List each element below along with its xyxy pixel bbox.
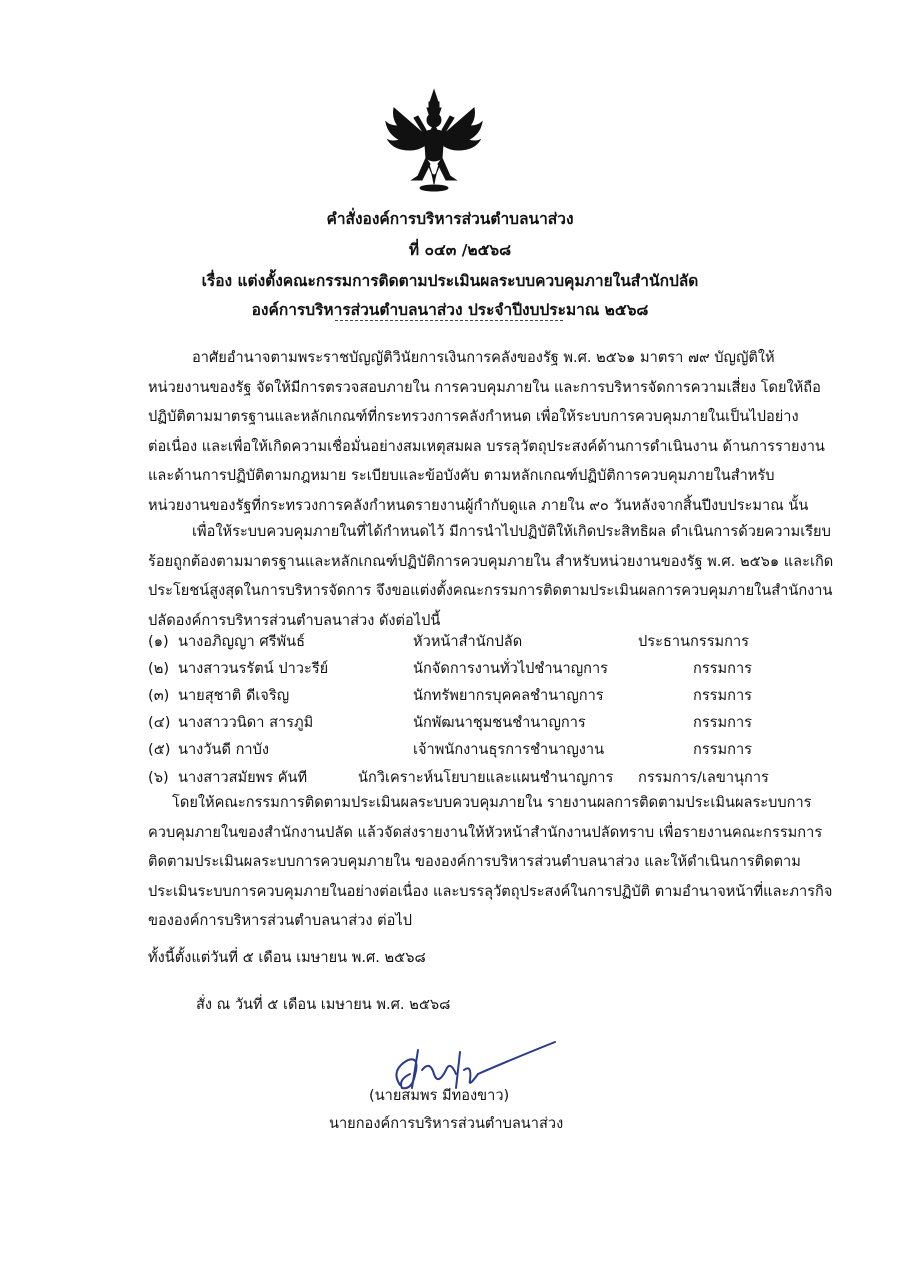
ordered-date: สั่ง ณ วันที่ ๕ เดือน เมษายน พ.ศ. ๒๕๖๘ [196,996,451,1013]
paragraph-line: ควบคุมภายในของสำนักงานปลัด แล้วจัดส่งรายงานให้หัวหน้าสำนักงานปลัดทราบ เพื่อรายงานคณะกรรมการ [148,823,823,841]
member-role: กรรมการ [693,714,753,731]
paragraph-authority [148,343,825,521]
member-position: นักวิเคราะห์นโยบายและแผนชำนาญการ [358,769,614,786]
member-number: (๓) [148,687,170,704]
paragraph-line: อาศัยอำนาจตามพระราชบัญญัติวินัยการเงินการคลังของรัฐ พ.ศ. ๒๕๖๑ มาตรา ๗๙ บัญญัติให้ [192,349,775,366]
member-name: นางวันดี กาบัง [178,741,270,758]
member-name: นางสาวนรรัตน์ ปาวะรีย์ [178,660,329,677]
paragraph-line: ประโยชน์สูงสุดในการบริหารจัดการ จึงขอแต่งตั้งคณะกรรมการติดตามประเมินผลการควบคุมภายในสำนักงาน [148,582,833,600]
paragraph-line: หน่วยงานของรัฐ จัดให้มีการตรวจสอบภายใน การควบคุมภายใน และการบริหารจัดการความเสี่ยง โดยให้ถือ [148,378,821,396]
order-subject-line2: องค์การบริหารส่วนตำบลนาส่วง ประจำปีงบประมาณ ๒๕๖๘ [251,301,649,319]
committee-member [148,657,798,683]
member-name: นางสาวสมัยพร คันที [178,769,308,786]
order-subject-line1: เรื่อง แต่งตั้งคณะกรรมการติดตามประเมินผลระบบควบคุมภายในสำนักปลัด [201,272,699,290]
member-role: ประธานกรรมการ [638,633,750,650]
member-position: นักจัดการงานทั่วไปชำนาญการ [413,660,608,677]
member-position: เจ้าพนักงานธุรการชำนาญงาน [413,741,605,758]
paragraph-line: เพื่อให้ระบบควบคุมภายในที่ได้กำหนดไว้ มีการนำไปปฏิบัติให้เกิดประสิทธิผล ดำเนินการด้วยความเรียบ [192,523,831,540]
paragraph-duties [148,788,833,936]
signer-title: นายกองค์การบริหารส่วนตำบลนาส่วง [329,1115,564,1132]
member-name: นายสุชาติ ดีเจริญ [178,687,290,704]
member-number: (๒) [148,660,170,677]
member-position: นักพัฒนาชุมชนชำนาญการ [413,714,586,731]
member-role: กรรมการ [693,687,753,704]
committee-member [148,711,798,737]
member-role: กรรมการ [693,741,753,758]
paragraph-line: ติดตามประเมินผลระบบการควบคุมภายใน ขององค์การบริหารส่วนตำบลนาส่วง และให้ดำเนินการติดตาม [148,853,801,871]
paragraph-line: หน่วยงานของรัฐที่กระทรวงการคลังกำหนดรายงานผู้กำกับดูแล ภายใน ๙๐ วันหลังจากสิ้นปีงบประมาณ นั้น [148,496,809,514]
effective-date: ทั้งนี้ตั้งแต่วันที่ ๕ เดือน เมษายน พ.ศ. ๒๕๖๘ [148,949,426,966]
committee-member [148,684,798,710]
garuda-emblem-icon [380,88,488,196]
member-role: กรรมการ [693,660,753,677]
member-name: นางอภิญญา ศรีพันธ์ [178,633,305,650]
signer-name: (นายสมพร มีทองขาว) [369,1087,510,1104]
paragraph-line: และด้านการปฏิบัติตามกฎหมาย ระเบียบและข้อบังคับ ตามหลักเกณฑ์ปฏิบัติการควบคุมภายในสำหรับ [148,467,775,485]
member-number: (๔) [148,714,171,731]
committee-member [148,738,798,764]
paragraph-line: โดยให้คณะกรรมการติดตามประเมินผลระบบควบคุมภายใน รายงานผลการติดตามประเมินผลระบบการ [172,794,812,811]
member-number: (๕) [148,741,171,758]
order-title: คำสั่งองค์การบริหารส่วนตำบลนาส่วง [326,210,574,228]
paragraph-purpose [148,517,834,635]
order-number: ที่ ๐๔๓ /๒๕๖๘ [408,241,512,259]
member-position: หัวหน้าสำนักปลัด [413,633,523,650]
paragraph-line: ปลัดองค์การบริหารส่วนตำบลนาส่วง ดังต่อไปนี้ [148,611,441,629]
member-role: กรรมการ/เลขานุการ [638,769,769,786]
paragraph-line: ต่อเนื่อง และเพื่อให้เกิดความเชื่อมั่นอย่างสมเหตุสมผล บรรลุวัตถุประสงค์ด้านการดำเนินงาน ด้านการรายงาน [148,437,825,455]
paragraph-line: ประเมินระบบการควบคุมภายในอย่างต่อเนื่อง และบรรลุวัตถุประสงค์ในการปฏิบัติ ตามอำนาจหน้าที่และภารกิจ [148,882,833,900]
paragraph-line: ขององค์การบริหารส่วนตำบลนาส่วง ต่อไป [148,912,412,930]
paragraph-line: ร้อยถูกต้องตามมาตรฐานและหลักเกณฑ์ปฏิบัติการควบคุมภายใน สำหรับหน่วยงานของรัฐ พ.ศ. ๒๕๖๑ และเกิด [148,552,834,570]
member-position: นักทรัพยากรบุคคลชำนาญการ [413,687,604,704]
committee-member [148,630,798,656]
paragraph-line: ปฏิบัติตามมาตรฐานและหลักเกณฑ์ที่กระทรวงการคลังกำหนด เพื่อให้ระบบการควบคุมภายในเป็นไปอย่าง [148,408,799,426]
member-number: (๑) [148,633,169,650]
member-name: นางสาววนิดา สารภูมิ [178,714,314,731]
member-number: (๖) [148,769,169,786]
header-divider [335,320,563,321]
